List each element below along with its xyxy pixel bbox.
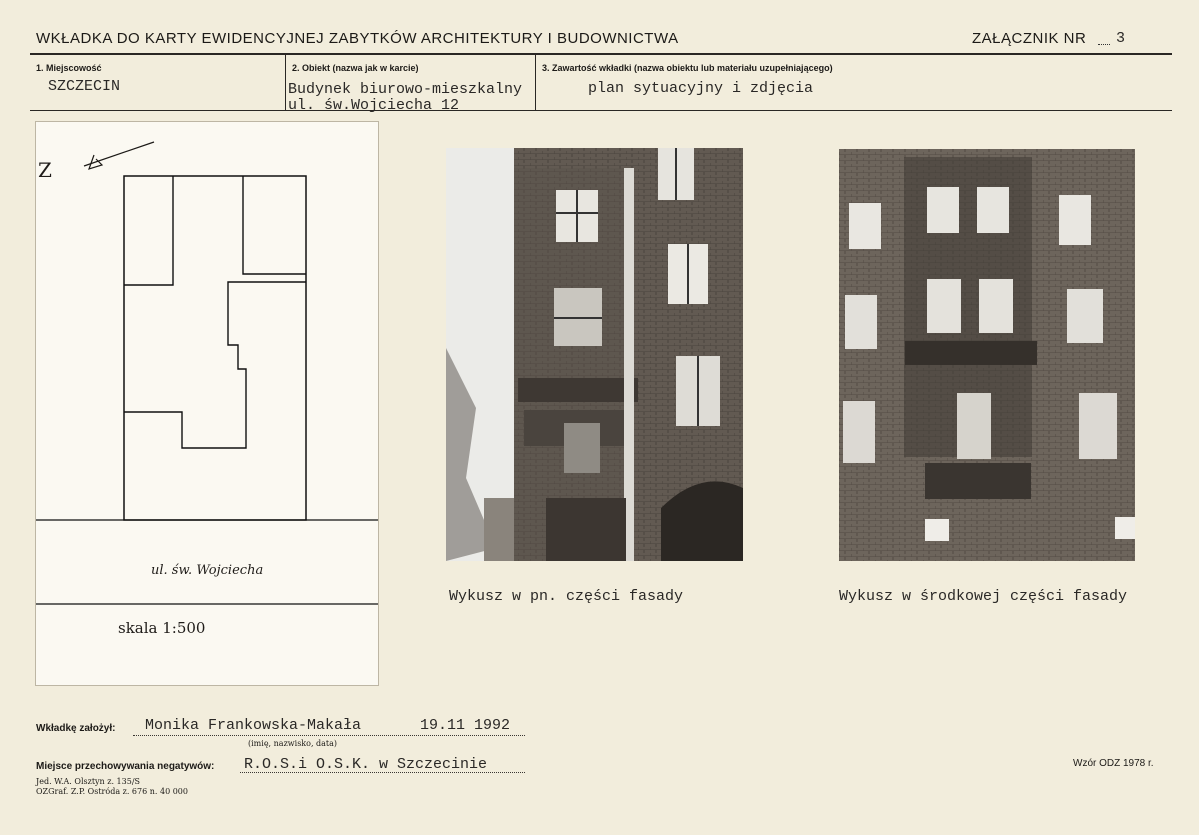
north-arrow xyxy=(84,142,154,166)
place-label: 1. Miejscowość xyxy=(36,63,102,73)
field-rule xyxy=(30,110,1172,111)
neighbor-building-left xyxy=(124,176,173,285)
annex-dots xyxy=(1098,44,1110,45)
photo-north-image xyxy=(446,148,743,561)
building-footprint xyxy=(124,282,306,448)
photo-caption-north: Wykusz w pn. części fasady xyxy=(449,588,684,605)
content-label: 3. Zawartość wkładki (nazwa obiektu lub materiału uzupełniającego) xyxy=(542,63,833,73)
header-rule xyxy=(30,53,1172,55)
plot-outline xyxy=(124,176,306,520)
photo-caption-middle: Wykusz w środkowej części fasady xyxy=(839,588,1128,605)
photo-middle-image xyxy=(839,149,1135,561)
negatives-label: Miejsce przechowywania negatywów: xyxy=(36,761,215,772)
neighbor-building-right xyxy=(243,176,306,274)
site-plan-card xyxy=(35,121,379,686)
print-line-1: Jed. W.A. Olsztyn z. 135/S xyxy=(36,777,140,786)
field-divider-1 xyxy=(285,55,286,110)
north-mark: Z xyxy=(38,158,52,182)
print-line-2: OZGraf. Z.P. Ostróda z. 676 n. 40 000 xyxy=(36,787,188,796)
annex-number: 3 xyxy=(1116,30,1126,47)
plan-scale: skala 1:500 xyxy=(118,619,206,637)
facade-photo-north xyxy=(446,148,743,561)
founded-label: Wkładkę założył: xyxy=(36,723,116,734)
founded-name: Monika Frankowska-Makała xyxy=(145,717,362,734)
founded-date: 19.11 1992 xyxy=(420,717,511,734)
annex-label: ZAŁĄCZNIK NR xyxy=(972,30,1087,47)
place-value: SZCZECIN xyxy=(48,78,121,95)
negatives-value: R.O.S.i O.S.K. w Szczecinie xyxy=(244,756,488,773)
object-line-1: Budynek biurowo-mieszkalny xyxy=(288,81,523,98)
form-model: Wzór ODZ 1978 r. xyxy=(1073,758,1154,769)
object-line-2: ul. św.Wojciecha 12 xyxy=(288,97,460,114)
object-label: 2. Obiekt (nazwa jak w karcie) xyxy=(292,63,419,73)
content-value: plan sytuacyjny i zdjęcia xyxy=(588,80,814,97)
negatives-line xyxy=(240,772,525,773)
field-divider-2 xyxy=(535,55,536,110)
founded-line xyxy=(133,735,525,736)
street-name: ul. św. Wojciecha xyxy=(151,563,264,578)
site-plan-drawing xyxy=(36,122,378,685)
facade-photo-middle xyxy=(839,149,1135,561)
form-title: WKŁADKA DO KARTY EWIDENCYJNEJ ZABYTKÓW ARCHITEKTURY I BUDOWNICTWA xyxy=(36,30,679,47)
founded-hint: (imię, nazwisko, data) xyxy=(248,739,338,748)
